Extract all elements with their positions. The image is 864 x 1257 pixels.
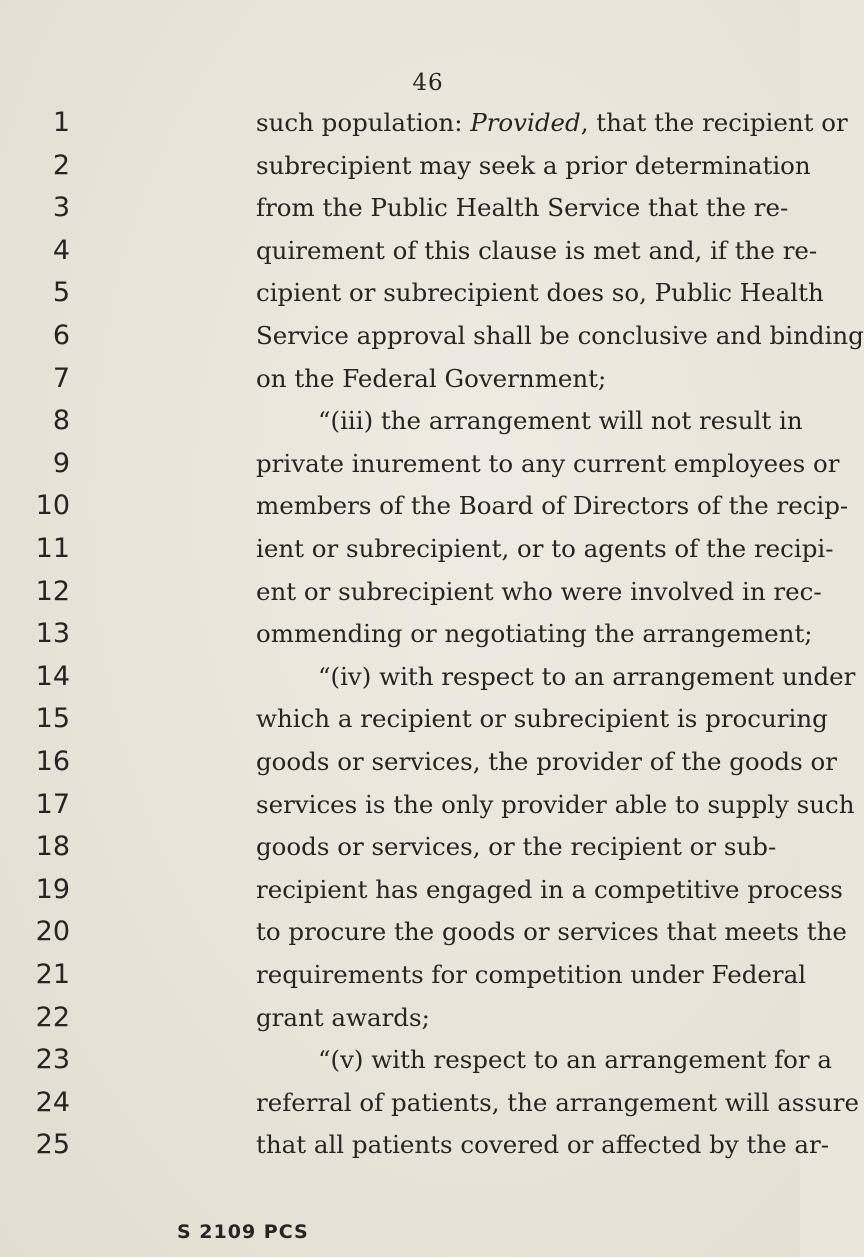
text-segment: subrecipient may seek a prior determination [256,150,811,180]
text-segment: Service approval shall be conclusive and binding [256,321,864,350]
text-line [256,1128,829,1162]
text-segment: from the Public Health Service that the re- [256,193,789,223]
text-segment: quirement of this clause is met and, if the re- [256,235,818,265]
text-segment: private inurement to any current employees or [256,448,840,478]
text-line [256,915,847,949]
line-number: 9 [52,447,70,479]
text-line [256,830,777,864]
italic-term: Provided [470,108,581,137]
text-line [256,362,742,396]
text-segment: requirements for competition under Federal [256,960,807,989]
line-number: 15 [35,703,70,735]
text-segment: to procure the goods or services that meets the [256,917,847,947]
text-segment: goods or services, the provider of the goods or [256,747,837,776]
line-number: 21 [35,959,70,990]
text-segment: ent or subrecipient who were involved in rec- [256,576,822,606]
text-line [256,617,813,651]
text-line [256,276,824,310]
line-number: 17 [35,788,70,820]
text-segment: ient or subrecipient, or to agents of the recipi- [256,534,834,563]
text-line [256,788,855,822]
line-number: 14 [35,660,70,692]
text-line [256,191,789,225]
line-number: 22 [35,1001,70,1033]
line-number: 20 [35,916,70,948]
line-number: 1 [52,107,70,138]
text-segment: which a recipient or subrecipient is procuring [256,704,828,734]
text-segment: members of the Board of Directors of the recip- [256,491,849,521]
text-segment: goods or services, or the recipient or sub- [256,832,777,862]
line-number: 24 [35,1086,70,1118]
text-line [256,1001,742,1035]
line-number: 4 [52,234,70,266]
line-number: 13 [35,618,70,650]
text-line [256,873,843,907]
text-segment: grant awards; [256,1002,430,1032]
line-number: 8 [52,405,70,437]
text-line [256,532,834,566]
line-number: 11 [35,533,70,564]
line-number: 23 [35,1044,70,1076]
text-line [256,745,837,779]
text-line [256,234,818,268]
text-segment: ommending or negotiating the arrangement; [256,619,813,649]
text-segment: that all patients covered or affected by the ar- [256,1130,829,1160]
text-segment: referral of patients, the arrangement will assure [256,1087,859,1117]
text-segment: , that the recipient or [580,108,848,137]
text-segment: “(iii) the arrangement will not result in [318,406,803,436]
line-number: 16 [35,746,70,777]
line-number: 18 [35,831,70,863]
line-number: 3 [52,192,70,224]
text-segment: such population: [256,108,471,137]
text-line [256,702,828,736]
page-number: 46 [412,70,444,96]
line-number: 5 [52,277,70,309]
line-number: 19 [35,873,70,905]
text-segment: services is the only provider able to supply such [256,789,855,819]
line-number: 6 [52,320,70,351]
line-number: 10 [35,490,70,522]
text-line [318,1043,833,1077]
text-segment: cipient or subrecipient does so, Public Health [256,278,824,308]
text-line [256,1086,859,1120]
text-segment: “(iv) with respect to an arrangement under [318,661,856,691]
text-segment: “(v) with respect to an arrangement for a [318,1045,833,1075]
text-line [256,149,811,183]
text-line [318,660,856,694]
text-line [256,319,864,353]
line-number: 12 [35,575,70,607]
text-line [256,575,822,609]
text-line [256,447,840,481]
text-line [256,106,848,140]
line-number: 25 [35,1129,70,1161]
line-number: 2 [52,149,70,181]
text-line [256,958,807,992]
text-line [256,489,849,523]
text-segment: recipient has engaged in a competitive process [256,874,843,904]
text-line [318,404,803,438]
bill-identifier-footer: S 2109 PCS [177,1221,309,1243]
line-number: 7 [52,362,70,394]
text-segment: on the Federal Government; [256,363,607,393]
